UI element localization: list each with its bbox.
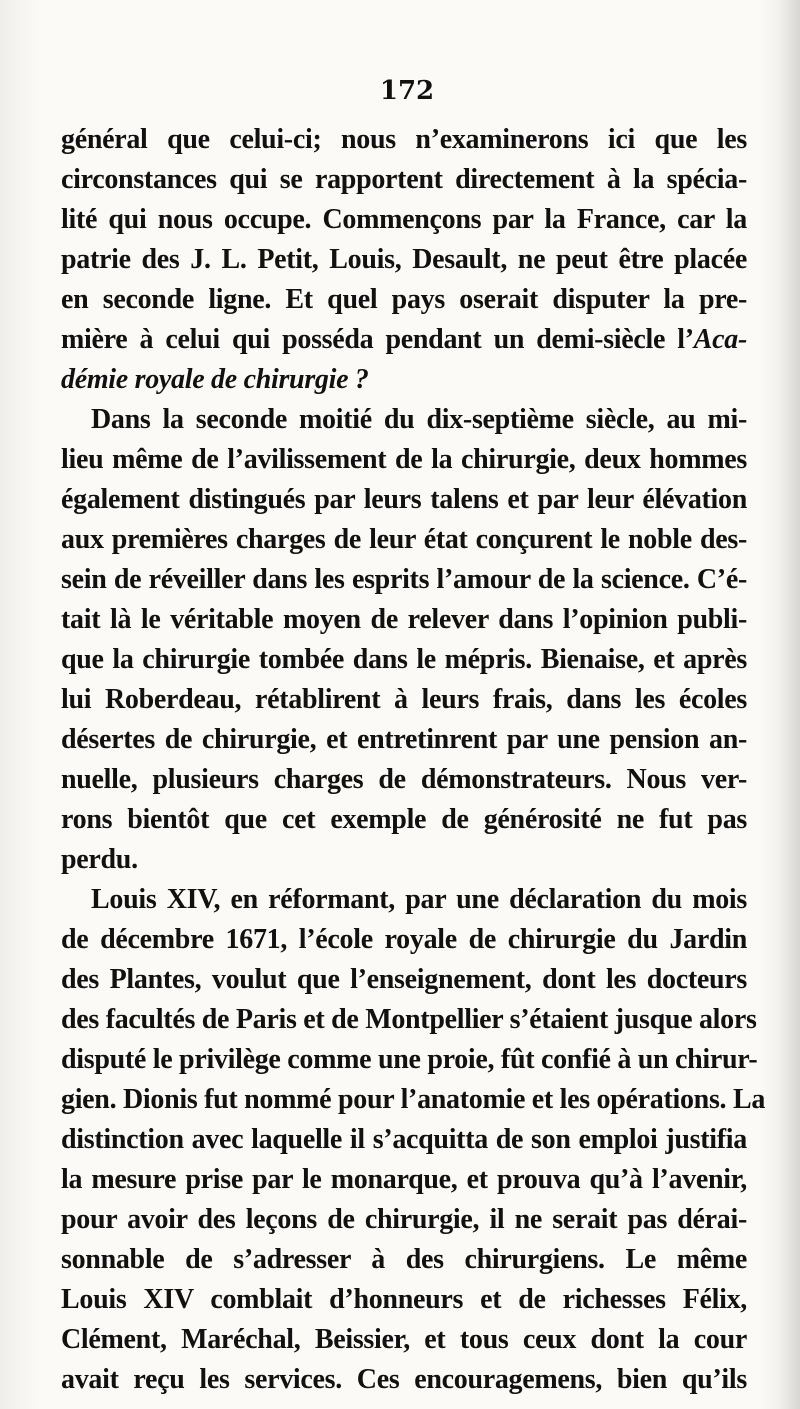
line-text: disputé le privilège comme une proie, fût confié à un chirur- xyxy=(61,1044,758,1075)
line-text: Louis XIV, en réformant, par une déclaration du mois xyxy=(91,884,747,915)
line-text: sein de réveiller dans les esprits l’amour de la science. C’é- xyxy=(61,564,747,595)
text-line xyxy=(61,160,747,200)
line-text: de décembre 1671, l’école royale de chirurgie du Jardin xyxy=(61,924,747,955)
line-text: circonstances qui se rapportent directement à la spécia- xyxy=(61,164,747,195)
line-text: pour avoir des leçons de chirurgie, il ne serait pas dérai- xyxy=(61,1204,747,1235)
italic-text: Aca- xyxy=(693,324,747,355)
text-line xyxy=(61,960,747,1000)
line-text: en seconde ligne. Et quel pays oserait disputer la pre- xyxy=(61,284,747,315)
line-text: aux premières charges de leur état conçurent le noble des- xyxy=(61,524,747,555)
line-text: des Plantes, voulut que l’enseignement, dont les docteurs xyxy=(61,964,747,995)
text-line xyxy=(61,1200,747,1240)
line-text: nuelle, plusieurs charges de démonstrateurs. Nous ver- xyxy=(61,764,747,795)
text-line xyxy=(61,560,747,600)
line-text: patrie des J. L. Petit, Louis, Desault, ne peut être placée xyxy=(61,244,747,275)
line-text: rons bientôt que cet exemple de générosité ne fut pas xyxy=(61,804,747,835)
italic-text: démie royale de chirurgie ? xyxy=(61,364,369,395)
text-line xyxy=(61,720,747,760)
line-text: lui Roberdeau, rétablirent à leurs frais, dans les écoles xyxy=(61,684,747,715)
line-text: désertes de chirurgie, et entretinrent par une pension an- xyxy=(61,724,747,755)
text-line xyxy=(61,320,747,360)
text-line xyxy=(61,800,747,840)
page-number: 172 xyxy=(379,76,435,106)
line-text: Louis XIV comblait d’honneurs et de richesses Félix, xyxy=(61,1284,747,1315)
line-text: que la chirurgie tombée dans le mépris. Bienaise, et après xyxy=(61,644,747,675)
line-text: mière à celui qui posséda pendant un demi-siècle l’ xyxy=(61,324,694,355)
line-text: lité qui nous occupe. Commençons par la France, car la xyxy=(61,204,747,235)
text-line xyxy=(61,880,747,920)
text-line xyxy=(61,1320,747,1360)
text-line xyxy=(61,200,747,240)
text-line xyxy=(61,840,747,880)
text-line xyxy=(61,1160,747,1200)
text-line xyxy=(61,1360,747,1400)
text-line xyxy=(61,520,747,560)
line-text: également distingués par leurs talens et par leur élévation xyxy=(61,484,747,515)
line-text: général que celui-ci; nous n’examinerons ici que les xyxy=(61,124,747,155)
line-text: des facultés de Paris et de Montpellier s’étaient jusque alors xyxy=(61,1004,757,1035)
text-line xyxy=(61,400,747,440)
text-line xyxy=(61,360,747,400)
text-line xyxy=(61,1280,747,1320)
line-text: lieu même de l’avilissement de la chirurgie, deux hommes xyxy=(61,444,747,475)
page-edge-shadow xyxy=(778,0,800,1409)
line-text: avait reçu les services. Ces encouragemens, bien qu’ils xyxy=(61,1364,747,1395)
text-line xyxy=(61,1080,766,1120)
text-line xyxy=(61,1120,747,1160)
text-line xyxy=(61,120,747,160)
body-text xyxy=(61,120,766,1400)
text-line xyxy=(61,1240,747,1280)
text-line xyxy=(61,640,747,680)
line-text: perdu. xyxy=(61,844,138,875)
line-text: Clément, Maréchal, Beissier, et tous ceux dont la cour xyxy=(61,1324,747,1355)
text-line xyxy=(61,240,747,280)
text-line xyxy=(61,920,747,960)
text-line xyxy=(61,1040,758,1080)
line-text: tait là le véritable moyen de relever dans l’opinion publi- xyxy=(61,604,747,635)
text-line xyxy=(61,480,747,520)
text-line xyxy=(61,760,747,800)
line-text: la mesure prise par le monarque, et prouva qu’à l’avenir, xyxy=(61,1164,747,1195)
line-text: distinction avec laquelle il s’acquitta de son emploi justifia xyxy=(61,1124,747,1155)
text-line xyxy=(61,1000,757,1040)
line-text: sonnable de s’adresser à des chirurgiens. Le même xyxy=(61,1244,747,1275)
line-text: Dans la seconde moitié du dix-septième siècle, au mi- xyxy=(91,404,747,435)
text-line xyxy=(61,440,747,480)
text-line xyxy=(61,600,747,640)
text-line xyxy=(61,280,747,320)
line-text: gien. Dionis fut nommé pour l’anatomie et les opérations. La xyxy=(61,1084,766,1115)
text-line xyxy=(61,680,747,720)
